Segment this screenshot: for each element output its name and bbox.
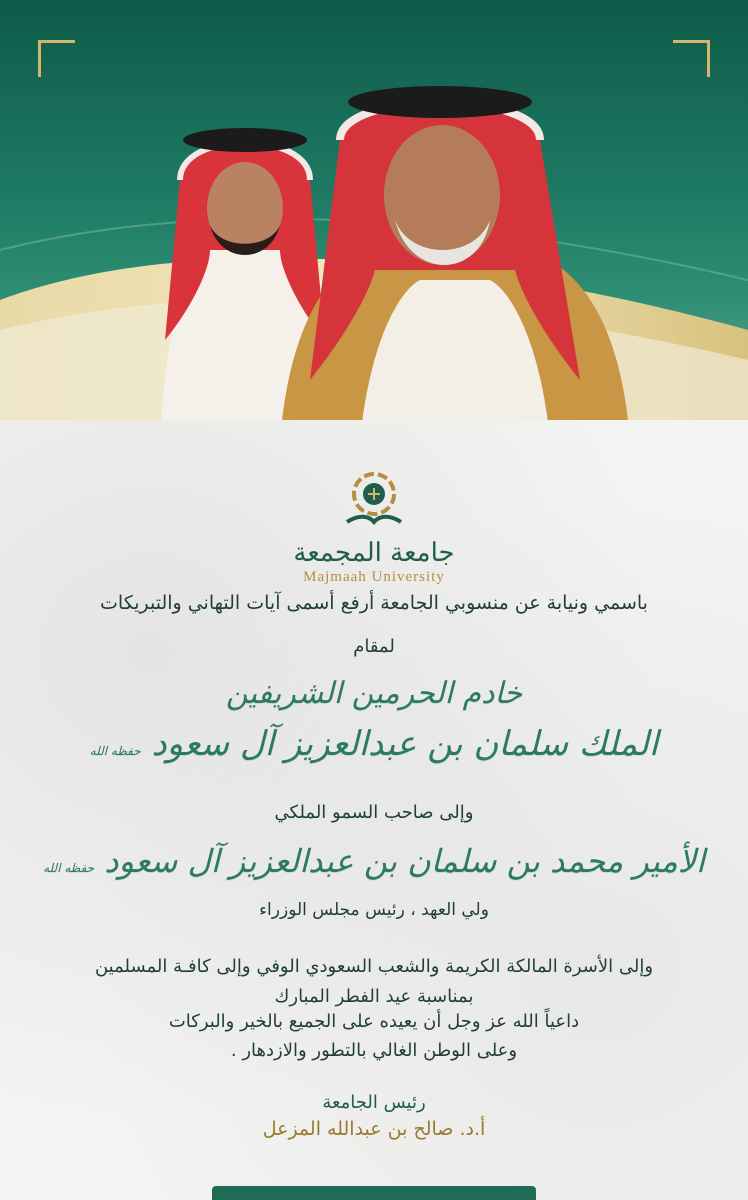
- header-banner: [0, 0, 748, 430]
- king-name: الملك سلمان بن عبدالعزيز آل سعود: [151, 724, 659, 764]
- to-position-label: لمقام: [353, 636, 395, 657]
- prince-intro: وإلى صاحب السمو الملكي: [274, 802, 474, 823]
- message-line-1: وإلى الأسرة المالكة الكريمة والشعب السعودي الوفي وإلى كافـة المسلمين: [94, 956, 654, 977]
- prince-name-calligraphy: [0, 842, 748, 880]
- leaders-portrait: [110, 80, 650, 430]
- message-line-2: بمناسبة عيد الفطر المبارك: [274, 986, 474, 1007]
- university-name-english: Majmaah University: [303, 569, 445, 585]
- signature-name: أ.د. صالح بن عبدالله المزعل: [262, 1118, 486, 1140]
- prince-honorific: حفظه الله: [43, 861, 95, 875]
- king-portrait: [280, 86, 630, 430]
- signature-title: رئيس الجامعة: [322, 1092, 426, 1113]
- university-name-arabic: جامعة المجمعة: [293, 538, 455, 568]
- message-line-3: داعياً الله عز وجل أن يعيده على الجميع بالخير والبركات: [168, 1011, 580, 1032]
- prince-name: الأمير محمد بن سلمان بن عبدالعزيز آل سعود: [104, 842, 705, 880]
- university-logo: [0, 470, 748, 586]
- king-name-calligraphy: [0, 724, 748, 764]
- king-honorific: حفظه الله: [89, 744, 141, 758]
- corner-ornament-right: [673, 40, 710, 77]
- message-line-4: وعلى الوطن الغالي بالتطور والازدهار .: [230, 1040, 518, 1061]
- corner-ornament-left: [38, 40, 75, 77]
- king-title-calligraphy: خادم الحرمين الشريفين: [225, 676, 523, 711]
- crown-prince-title: ولي العهد ، رئيس مجلس الوزراء: [259, 900, 489, 920]
- university-emblem-icon: [339, 470, 409, 532]
- greeting-intro: باسمي ونيابة عن منسوبي الجامعة أرفع أسمى آيات التهاني والتبريكات: [100, 592, 648, 614]
- footer-bar: [212, 1186, 536, 1200]
